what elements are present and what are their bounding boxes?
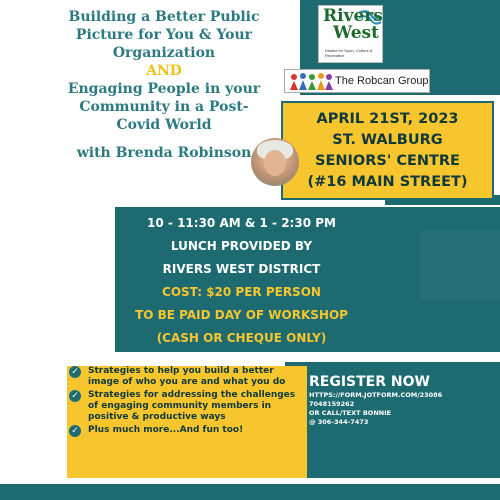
people-group-icon — [289, 72, 333, 92]
list-item-text: Plus much more...And fun too! — [88, 425, 244, 435]
venue-address: (#16 MAIN STREET) — [307, 173, 468, 190]
event-details — [135, 212, 348, 352]
presenter-photo — [251, 138, 299, 186]
list-item — [71, 390, 304, 423]
title-line: Covid World — [116, 117, 212, 133]
venue-name: SENIORS' CENTRE — [315, 152, 460, 169]
presenter-name: with Brenda Robinson — [76, 145, 252, 161]
robcan-name: The Robcan Group — [335, 75, 429, 87]
title-line: Engaging People in your — [67, 81, 261, 97]
date-venue-box — [281, 101, 494, 200]
register-link[interactable]: HTTPS://FORM.JOTFORM.COM/23086 — [309, 391, 443, 399]
payment-method: (CASH OR CHEQUE ONLY) — [156, 331, 327, 345]
logo-subtitle: District for Sport, Culture & Recreation — [325, 48, 373, 58]
lunch-provider: RIVERS WEST DISTRICT — [162, 262, 321, 276]
list-item — [71, 366, 304, 388]
robcan-logo — [284, 69, 430, 93]
logo-word-west: West — [333, 23, 379, 43]
event-cost: COST: $20 PER PERSON — [162, 285, 321, 299]
list-item-text: Strategies for addressing the challenges of engaging community members in positive & productive ways — [88, 390, 296, 422]
check-icon: ✓ — [69, 390, 81, 402]
details-accent — [420, 230, 500, 300]
workshop-title — [48, 8, 280, 162]
register-link-cont[interactable]: 7048159262 — [309, 400, 355, 408]
phone-number: @ 306-344-7473 — [309, 418, 369, 426]
event-time: 10 - 11:30 AM & 1 - 2:30 PM — [147, 216, 336, 230]
list-item-text: Strategies to help you build a better image of who you are and what you do — [88, 366, 286, 387]
check-icon: ✓ — [69, 425, 81, 437]
venue-town: ST. WALBURG — [332, 131, 443, 148]
list-item — [71, 425, 304, 436]
benefits-list — [71, 366, 304, 478]
payment-timing: TO BE PAID DAY OF WORKSHOP — [135, 308, 348, 322]
title-line: Organization — [112, 45, 216, 61]
title-line: Building a Better Public — [68, 9, 260, 25]
logo-word-rivers: Rivers — [323, 6, 383, 26]
register-heading: REGISTER NOW — [309, 374, 430, 390]
check-icon: ✓ — [69, 366, 81, 378]
rivers-west-logo — [318, 5, 383, 63]
footer-bar — [0, 484, 500, 500]
title-line: Picture for You & Your — [75, 27, 253, 43]
event-date: APRIL 21ST, 2023 — [316, 110, 459, 127]
title-and: AND — [146, 63, 182, 79]
lunch-line: LUNCH PROVIDED BY — [170, 239, 313, 253]
photo-face — [264, 150, 286, 176]
call-text: OR CALL/TEXT BONNIE — [309, 409, 392, 417]
title-line: Community in a Post- — [79, 99, 249, 115]
register-section — [309, 374, 489, 427]
